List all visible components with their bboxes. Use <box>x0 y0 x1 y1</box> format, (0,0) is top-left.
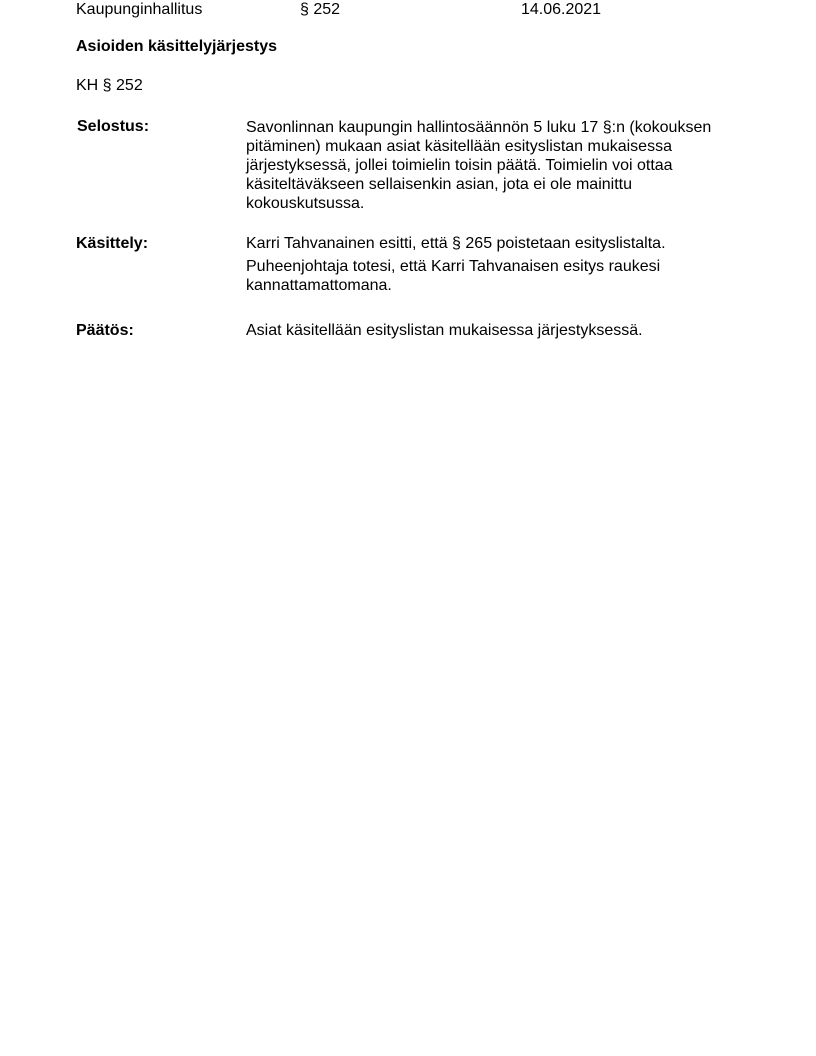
selostus-line: kokouskutsussa. <box>246 195 365 212</box>
header-date: 14.06.2021 <box>521 1 602 18</box>
selostus-line: järjestyksessä, jollei toimielin toisin päätä. Toimielin voi ottaa <box>246 157 673 174</box>
kasittely-paragraph-2-line: kannattamattomana. <box>246 277 392 294</box>
selostus-line: käsiteltäväkseen sellaisenkin asian, jota ei ole mainittu <box>246 176 632 193</box>
paatos-label: Päätös: <box>76 322 134 339</box>
kasittely-paragraph-2-line: Puheenjohtaja totesi, että Karri Tahvanaisen esitys raukesi <box>246 258 661 275</box>
header-body-name: Kaupunginhallitus <box>76 1 203 18</box>
reference-number: KH § 252 <box>76 77 143 94</box>
paatos-text: Asiat käsitellään esityslistan mukaisessa järjestyksessä. <box>246 322 643 339</box>
selostus-label: Selostus: <box>77 118 150 135</box>
header-section-number: § 252 <box>300 1 341 18</box>
selostus-line: Savonlinnan kaupungin hallintosäännön 5 luku 17 §:n (kokouksen <box>246 119 712 136</box>
selostus-line: pitäminen) mukaan asiat käsitellään esityslistan mukaisessa <box>246 138 672 155</box>
kasittely-label: Käsittely: <box>76 235 149 252</box>
kasittely-paragraph-1: Karri Tahvanainen esitti, että § 265 poistetaan esityslistalta. <box>246 235 666 252</box>
document-title: Asioiden käsittelyjärjestys <box>76 38 277 55</box>
